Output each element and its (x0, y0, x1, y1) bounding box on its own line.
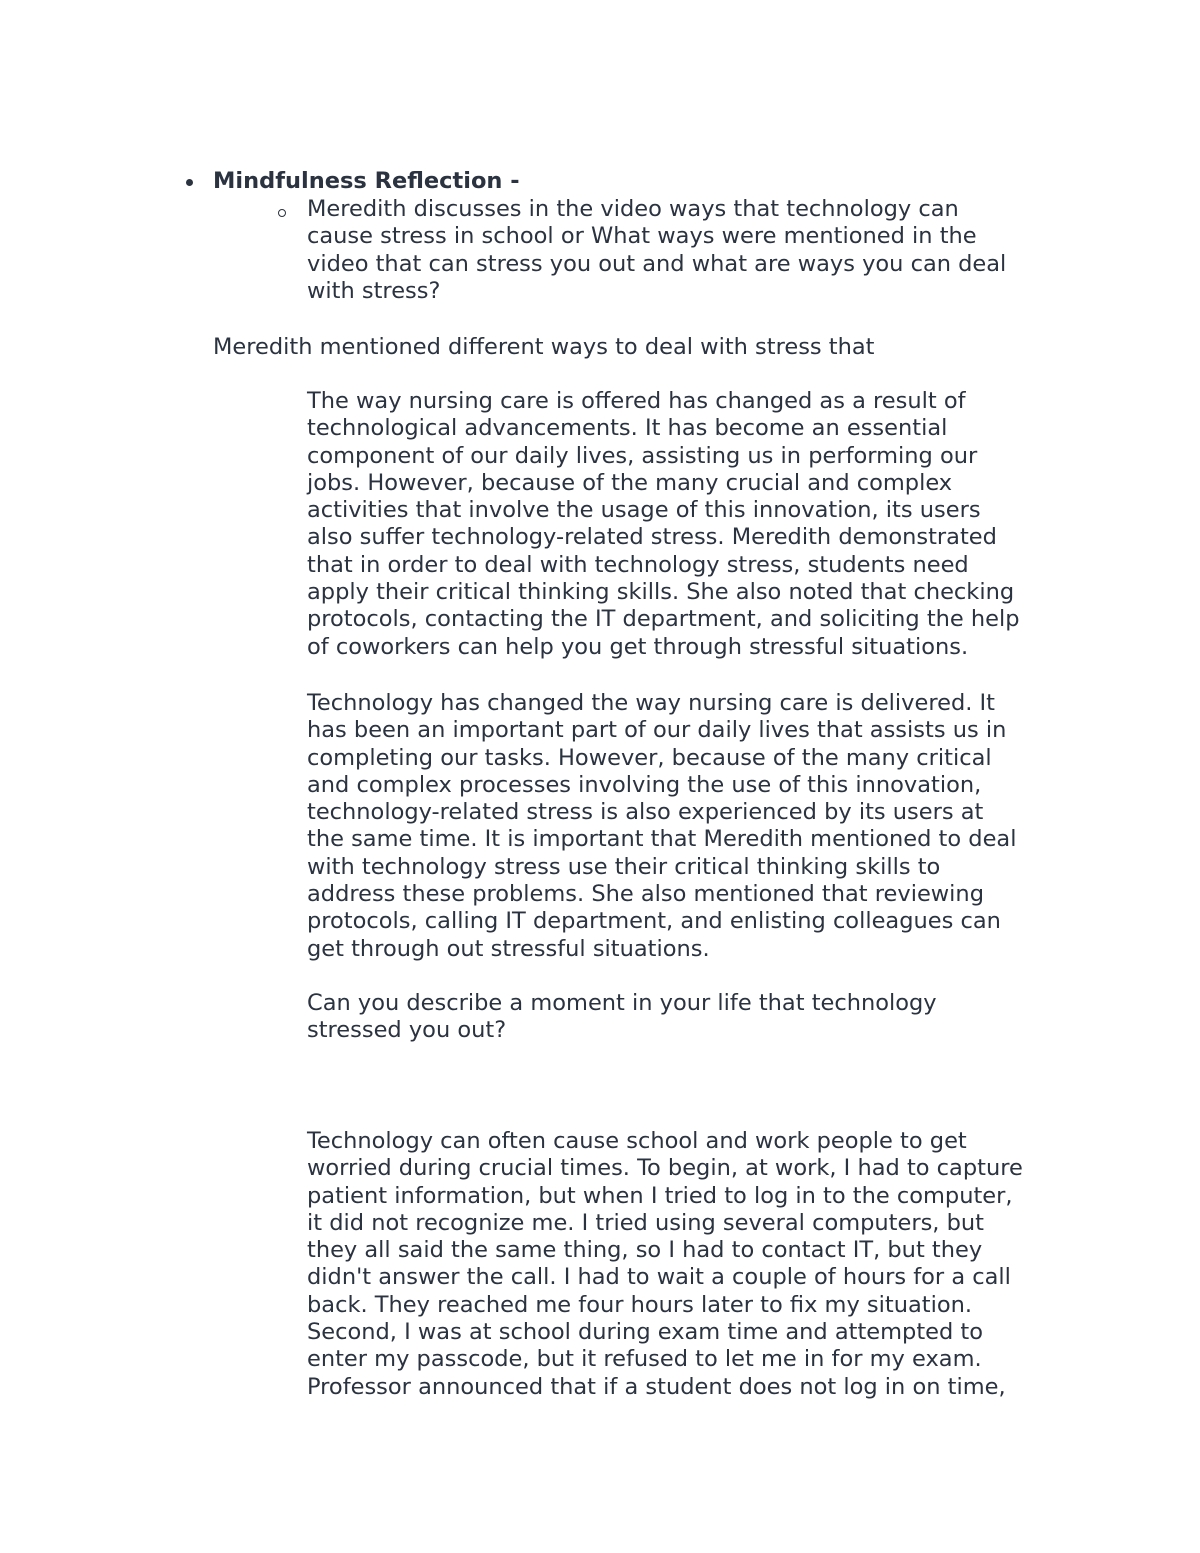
paragraph-line: that in order to deal with technology stress, students need (307, 551, 969, 578)
paragraph-line: also suffer technology-related stress. Meredith demonstrated (307, 524, 997, 551)
paragraph-2 (307, 690, 1087, 963)
bullet-dot-icon (186, 179, 193, 186)
prompt-line: cause stress in school or What ways were mentioned in the (307, 223, 977, 250)
paragraph-line: didn't answer the call. I had to wait a couple of hours for a call (307, 1264, 1011, 1291)
paragraph-line: protocols, calling IT department, and enlisting colleagues can (307, 908, 1001, 935)
paragraph-line: activities that involve the usage of this innovation, its users (307, 497, 981, 524)
paragraph-line: get through out stressful situations. (307, 935, 710, 962)
prompt-text (307, 196, 1067, 305)
paragraph-line: and complex processes involving the use of this innovation, (307, 771, 982, 798)
paragraph-line: enter my passcode, but it refused to let me in for my exam. (307, 1346, 982, 1373)
paragraph-line: technology-related stress is also experienced by its users at (307, 799, 984, 826)
paragraph-line: patient information, but when I tried to log in to the computer, (307, 1182, 1013, 1209)
hollow-circle-bullet-icon (278, 209, 286, 217)
paragraph-line: has been an important part of our daily lives that assists us in (307, 717, 1007, 744)
question-text (307, 990, 1087, 1045)
paragraph-line: Second, I was at school during exam time and attempted to (307, 1319, 983, 1346)
paragraph-line: back. They reached me four hours later to fix my situation. (307, 1291, 973, 1318)
section-heading: Mindfulness Reflection - (213, 168, 520, 194)
paragraph-line: completing our tasks. However, because of the many critical (307, 744, 992, 771)
prompt-line: video that can stress you out and what are ways you can deal (307, 250, 1007, 277)
paragraph-line: The way nursing care is offered has changed as a result of (307, 388, 966, 414)
paragraph-line: Technology can often cause school and work people to get (307, 1128, 967, 1154)
paragraph-line: technological advancements. It has become an essential (307, 415, 948, 442)
paragraph-line: Professor announced that if a student does not log in on time, (307, 1373, 1006, 1400)
paragraph-line: Technology has changed the way nursing care is delivered. It (307, 690, 995, 716)
question-line: Can you describe a moment in your life that technology (307, 990, 937, 1016)
paragraph-line: of coworkers can help you get through stressful situations. (307, 633, 969, 660)
prompt-line: with stress? (307, 277, 441, 304)
paragraph-line: with technology stress use their critical thinking skills to (307, 853, 941, 880)
paragraph-line: they all said the same thing, so I had to contact IT, but they (307, 1237, 983, 1264)
paragraph-line: worried during crucial times. To begin, at work, I had to capture (307, 1155, 1023, 1182)
paragraph-line: jobs. However, because of the many crucial and complex (307, 469, 953, 496)
paragraph-1 (307, 388, 1087, 661)
prompt-line: Meredith discusses in the video ways that technology can (307, 196, 959, 222)
paragraph-line: address these problems. She also mentioned that reviewing (307, 881, 984, 908)
paragraph-line: protocols, contacting the IT department, and soliciting the help (307, 606, 1020, 633)
paragraph-3 (307, 1128, 1087, 1401)
paragraph-line: apply their critical thinking skills. She also noted that checking (307, 579, 1015, 606)
intro-text: Meredith mentioned different ways to deal with stress that (213, 334, 875, 360)
paragraph-line: component of our daily lives, assisting us in performing our (307, 442, 978, 469)
paragraph-line: it did not recognize me. I tried using several computers, but (307, 1209, 984, 1236)
question-line: stressed you out? (307, 1017, 507, 1044)
paragraph-line: the same time. It is important that Meredith mentioned to deal (307, 826, 1017, 853)
